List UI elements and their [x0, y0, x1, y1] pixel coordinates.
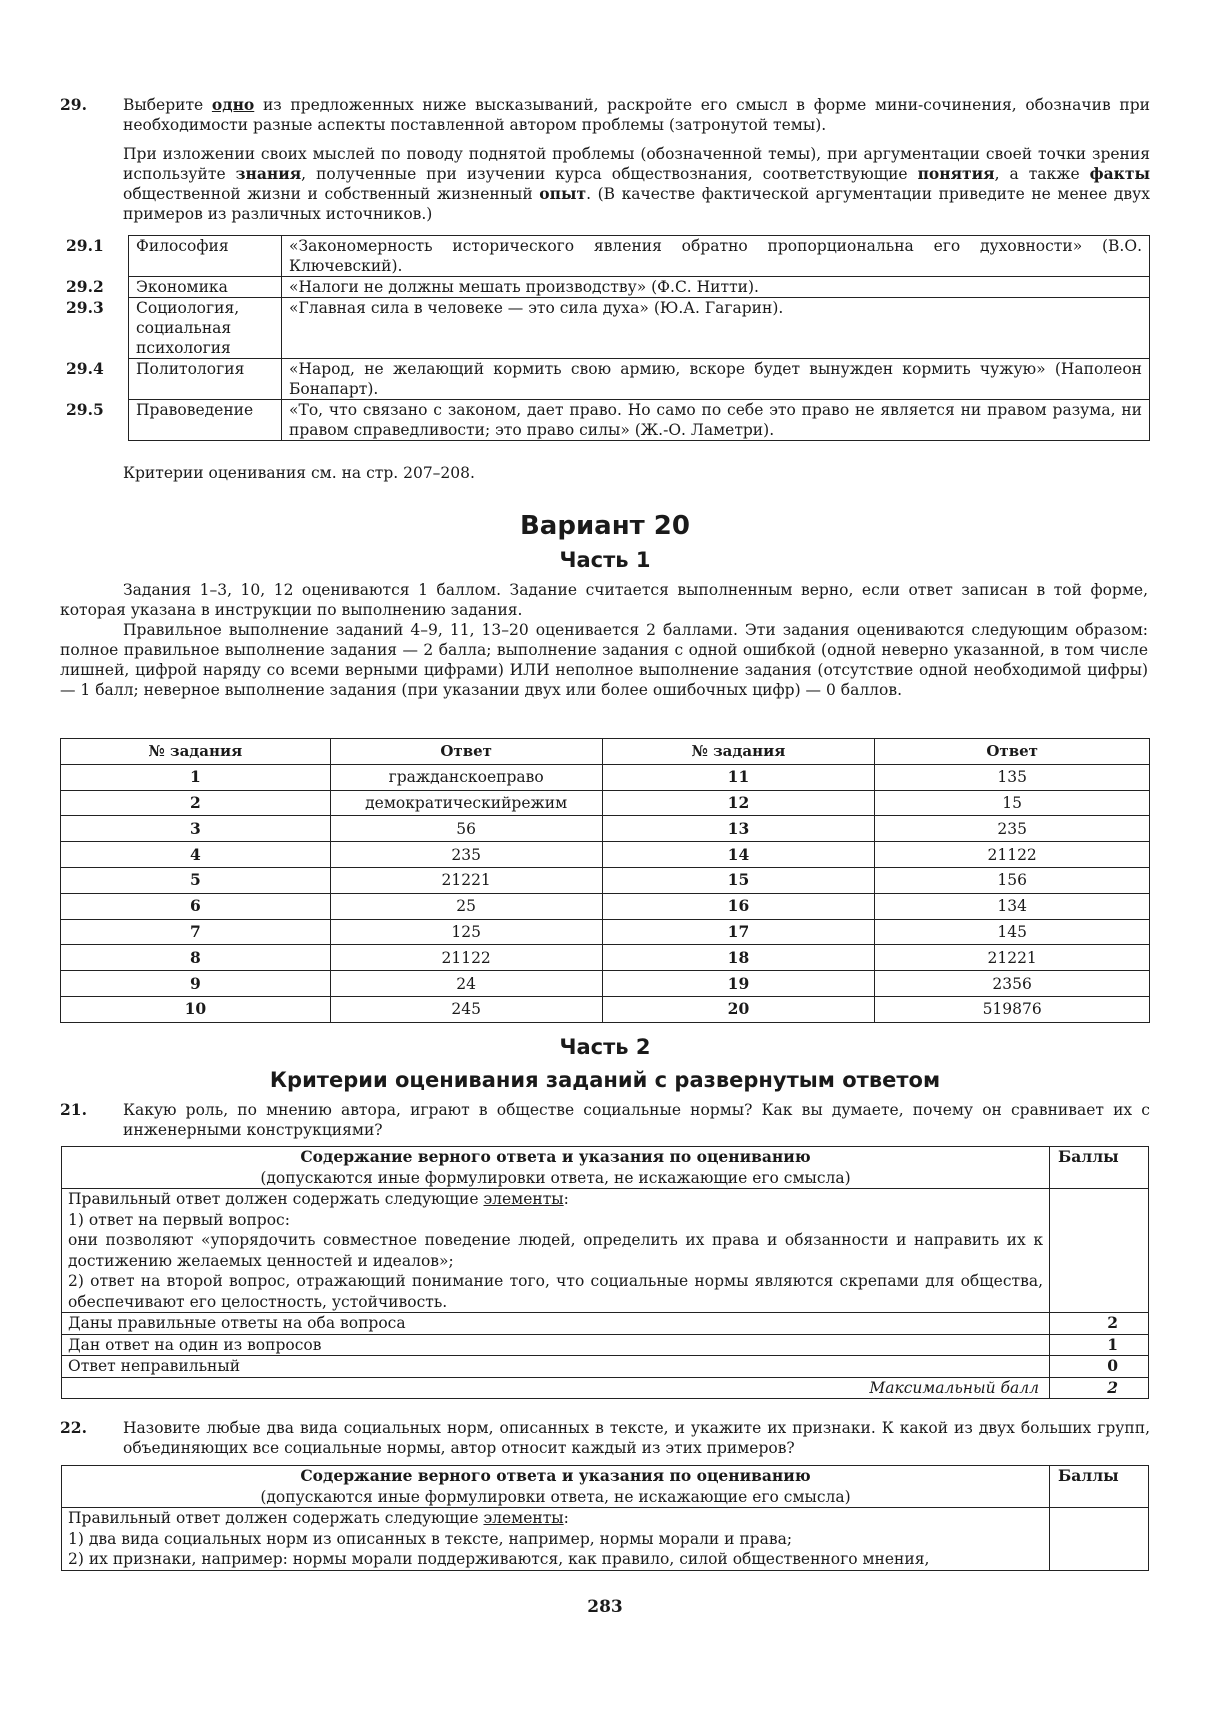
answer-row — [61, 919, 1150, 945]
task-number-cell: 4 — [61, 842, 331, 868]
content-line: 2) их признаки, например: нормы морали поддерживаются, как правило, силой общественного мнения, — [68, 1550, 930, 1568]
answer-row — [61, 945, 1150, 971]
answer-cell: 21122 — [330, 945, 602, 971]
header-task-number: № задания — [61, 739, 331, 765]
part2-title: Часть 2 — [559, 1035, 651, 1059]
quote-text: «То, что связано с законом, дает право. Но само по себе это право не является ни правом разума, ни правом справедливости; это право силы» (Ж.-О. Ламетри). — [282, 400, 1150, 441]
quote-text: «Налоги не должны мешать производству» (Ф.С. Нитти). — [282, 277, 1150, 298]
criteria-reference: Критерии оценивания см. на стр. 207–208. — [123, 464, 475, 482]
task-question: Назовите любые два вида социальных норм, описанных в тексте, и укажите их признаки. К какой из двух больших групп, объединяющих все социальные нормы, автор относит каждый из этих примеров? — [123, 1419, 1150, 1457]
variant-title: Вариант 20 — [519, 511, 690, 541]
content-line: 1) ответ на первый вопрос: — [68, 1210, 290, 1229]
quote-number: 29.1 — [66, 235, 104, 255]
quote-row — [60, 236, 1150, 277]
scoring-intro — [60, 580, 1148, 700]
criteria-content: Правильный ответ должен содержать следующие элементы: 1) два вида социальных норм из описанных в тексте, например, нормы морали и права; 2) их признаки, например: нормы морали поддерживаются, как правило, силой общественного мнения, — [62, 1508, 1050, 1571]
quote-number: 29.5 — [66, 399, 104, 419]
header-answer: Ответ — [875, 739, 1150, 765]
answer-row — [61, 842, 1150, 868]
quote-number: 29.2 — [66, 276, 104, 296]
answer-cell: 24 — [330, 971, 602, 997]
quote-subject: Политология — [129, 359, 282, 400]
quote-subject: Философия — [129, 236, 282, 277]
task-number-cell: 1 — [61, 764, 331, 790]
header-answer: Ответ — [330, 739, 602, 765]
answer-cell: 134 — [875, 893, 1150, 919]
content-line: 1) два вида социальных норм из описанных в тексте, например, нормы морали и права; — [68, 1529, 793, 1548]
quote-row — [60, 298, 1150, 359]
quote-text: «Закономерность исторического явления обратно пропорциональна его духовности» (В.О. Ключевский). — [282, 236, 1150, 277]
answer-row — [61, 867, 1150, 893]
content-line: 2) ответ на второй вопрос, отражающий понимание того, что социальные нормы являются скрепами для общества, обеспечивают его целостность, устойчивость. — [68, 1272, 1043, 1311]
answer-cell: 156 — [875, 867, 1150, 893]
task-22 — [60, 1418, 1150, 1458]
content-line: они позволяют «упорядочить совместное поведение людей, определить их права и обязанности и направить их к достижению желаемых ценностей и идеалов»; — [68, 1231, 1043, 1270]
answers-table — [60, 738, 1150, 1023]
quote-text: «Главная сила в человеке — это сила духа» (Ю.А. Гагарин). — [282, 298, 1150, 359]
criteria-content: Правильный ответ должен содержать следующие элементы: 1) ответ на первый вопрос: они позволяют «упорядочить совместное поведение людей, определить их права и обязанности и направить их к достижению желаемых ценностей и идеалов»; 2) ответ на второй вопрос, отражающий понимание того, что социальные нормы являются скрепами для общества, обеспечивают его целостность, устойчивость. — [62, 1189, 1050, 1313]
task-number-cell: 11 — [602, 764, 875, 790]
quotes-table-grid — [60, 235, 1150, 441]
criteria-header-row — [62, 1466, 1149, 1508]
task-number-cell: 13 — [602, 816, 875, 842]
answer-row — [61, 893, 1150, 919]
task-number-cell: 16 — [602, 893, 875, 919]
task-21-criteria-table — [61, 1146, 1149, 1399]
criteria-content-header: Содержание верного ответа и указания по оцениванию (допускаются иные формулировки ответа, не искажающие его смысла) — [62, 1466, 1050, 1508]
answer-row — [61, 764, 1150, 790]
task-guidance: При изложении своих мыслей по поводу поднятой проблемы (обозначенной темы), при аргументации своей точки зрения используйте знания, полученные при изучении курса обществознания, соответствующие понятия, а также факты общественной жизни и собственный жизненный опыт. (В качестве фактической аргументации приведите не менее двух примеров из различных источников.) — [123, 145, 1151, 223]
quote-row — [60, 277, 1150, 298]
criteria-points-header: Баллы — [1050, 1147, 1149, 1189]
task-number-cell: 2 — [61, 790, 331, 816]
criteria-content-header: Содержание верного ответа и указания по оцениванию (допускаются иные формулировки ответа, не искажающие его смысла) — [62, 1147, 1050, 1189]
task-number-cell: 18 — [602, 945, 875, 971]
task-number-cell: 8 — [61, 945, 331, 971]
answer-cell: 519876 — [875, 996, 1150, 1022]
score-row: Дан ответ на один из вопросов 1 — [62, 1334, 1149, 1356]
scoring-paragraph-2: Правильное выполнение заданий 4–9, 11, 13–20 оценивается 2 баллами. Эти задания оцениваются следующим образом: полное правильное выполнение задания — 2 балла; выполнение задания с одной ошибкой (одной неверно указанной, в том числе лишней, цифрой наряду со всеми верными цифрами) ИЛИ неполное выполнение задания (отсутствие одной необходимой цифры) — 1 балл; неверное выполнение задания (при указании двух или более ошибочных цифр) — 0 баллов. — [60, 621, 1148, 699]
answer-cell: 15 — [875, 790, 1150, 816]
task-number-cell: 12 — [602, 790, 875, 816]
quote-row — [60, 359, 1150, 400]
criteria-content-row — [62, 1508, 1149, 1571]
task-instruction: Выберите одно из предложенных ниже высказываний, раскройте его смысл в форме мини-сочинения, обозначив при необходимости разные аспекты поставленной автором проблемы (затронутой темы). — [123, 95, 1150, 134]
task-22-criteria-table — [61, 1465, 1149, 1571]
quote-number: 29.3 — [66, 297, 104, 317]
quote-subject: Социология, социальная психология — [129, 298, 282, 359]
task-number-cell: 5 — [61, 867, 331, 893]
answer-cell: 135 — [875, 764, 1150, 790]
task-number-cell: 20 — [602, 996, 875, 1022]
answer-row — [61, 816, 1150, 842]
answer-cell: 21221 — [330, 867, 602, 893]
answer-cell: 56 — [330, 816, 602, 842]
task-question: Какую роль, по мнению автора, играют в обществе социальные нормы? Как вы думаете, почему он сравнивает их с инженерными конструкциями? — [123, 1101, 1150, 1139]
max-score-row — [62, 1377, 1149, 1399]
score-row: Ответ неправильный 0 — [62, 1356, 1149, 1378]
quote-subject: Правоведение — [129, 400, 282, 441]
answer-cell: 145 — [875, 919, 1150, 945]
answer-cell: демократическийрежим — [330, 790, 602, 816]
task-21 — [60, 1100, 1150, 1140]
task-number: 22. — [60, 1418, 87, 1437]
max-score-value: 2 — [1050, 1377, 1149, 1399]
task-29 — [60, 95, 1150, 224]
answer-cell: 2356 — [875, 971, 1150, 997]
answer-cell: 235 — [875, 816, 1150, 842]
quote-row — [60, 400, 1150, 441]
task-number-cell: 10 — [61, 996, 331, 1022]
quote-subject: Экономика — [129, 277, 282, 298]
task-number-cell: 14 — [602, 842, 875, 868]
answer-row — [61, 790, 1150, 816]
criteria-points-header: Баллы — [1050, 1466, 1149, 1508]
task-number-cell: 17 — [602, 919, 875, 945]
answer-cell: 245 — [330, 996, 602, 1022]
quote-number: 29.4 — [66, 358, 104, 378]
task-number: 29. — [60, 95, 87, 114]
task-number-cell: 15 — [602, 867, 875, 893]
quotes-table — [60, 235, 1150, 441]
criteria-content-row — [62, 1189, 1149, 1313]
part2-subtitle: Критерии оценивания заданий с развернутым ответом — [269, 1068, 941, 1092]
max-score-label: Максимальный балл — [62, 1377, 1050, 1399]
answer-row — [61, 996, 1150, 1022]
answer-cell: 235 — [330, 842, 602, 868]
answer-cell: 25 — [330, 893, 602, 919]
criteria-header-row — [62, 1147, 1149, 1189]
score-row: Даны правильные ответы на оба вопроса 2 — [62, 1313, 1149, 1335]
answer-cell: 21122 — [875, 842, 1150, 868]
task-number-cell: 3 — [61, 816, 331, 842]
scoring-paragraph-1: Задания 1–3, 10, 12 оцениваются 1 баллом. Задание считается выполненным верно, если ответ записан в той форме, которая указана в инструкции по выполнению задания. — [60, 581, 1148, 619]
answer-cell: гражданскоеправо — [330, 764, 602, 790]
task-number-cell: 9 — [61, 971, 331, 997]
task-number: 21. — [60, 1100, 87, 1119]
header-task-number: № задания — [602, 739, 875, 765]
part1-title: Часть 1 — [559, 548, 651, 572]
emphasis-one: одно — [211, 95, 255, 114]
answer-cell: 125 — [330, 919, 602, 945]
task-number-cell: 6 — [61, 893, 331, 919]
answer-row — [61, 971, 1150, 997]
answers-header-row — [61, 739, 1150, 765]
task-number-cell: 19 — [602, 971, 875, 997]
task-number-cell: 7 — [61, 919, 331, 945]
quote-text: «Народ, не желающий кормить свою армию, вскоре будет вынужден кормить чужую» (Наполеон Бонапарт). — [282, 359, 1150, 400]
answer-cell: 21221 — [875, 945, 1150, 971]
page-number: 283 — [587, 1597, 623, 1617]
